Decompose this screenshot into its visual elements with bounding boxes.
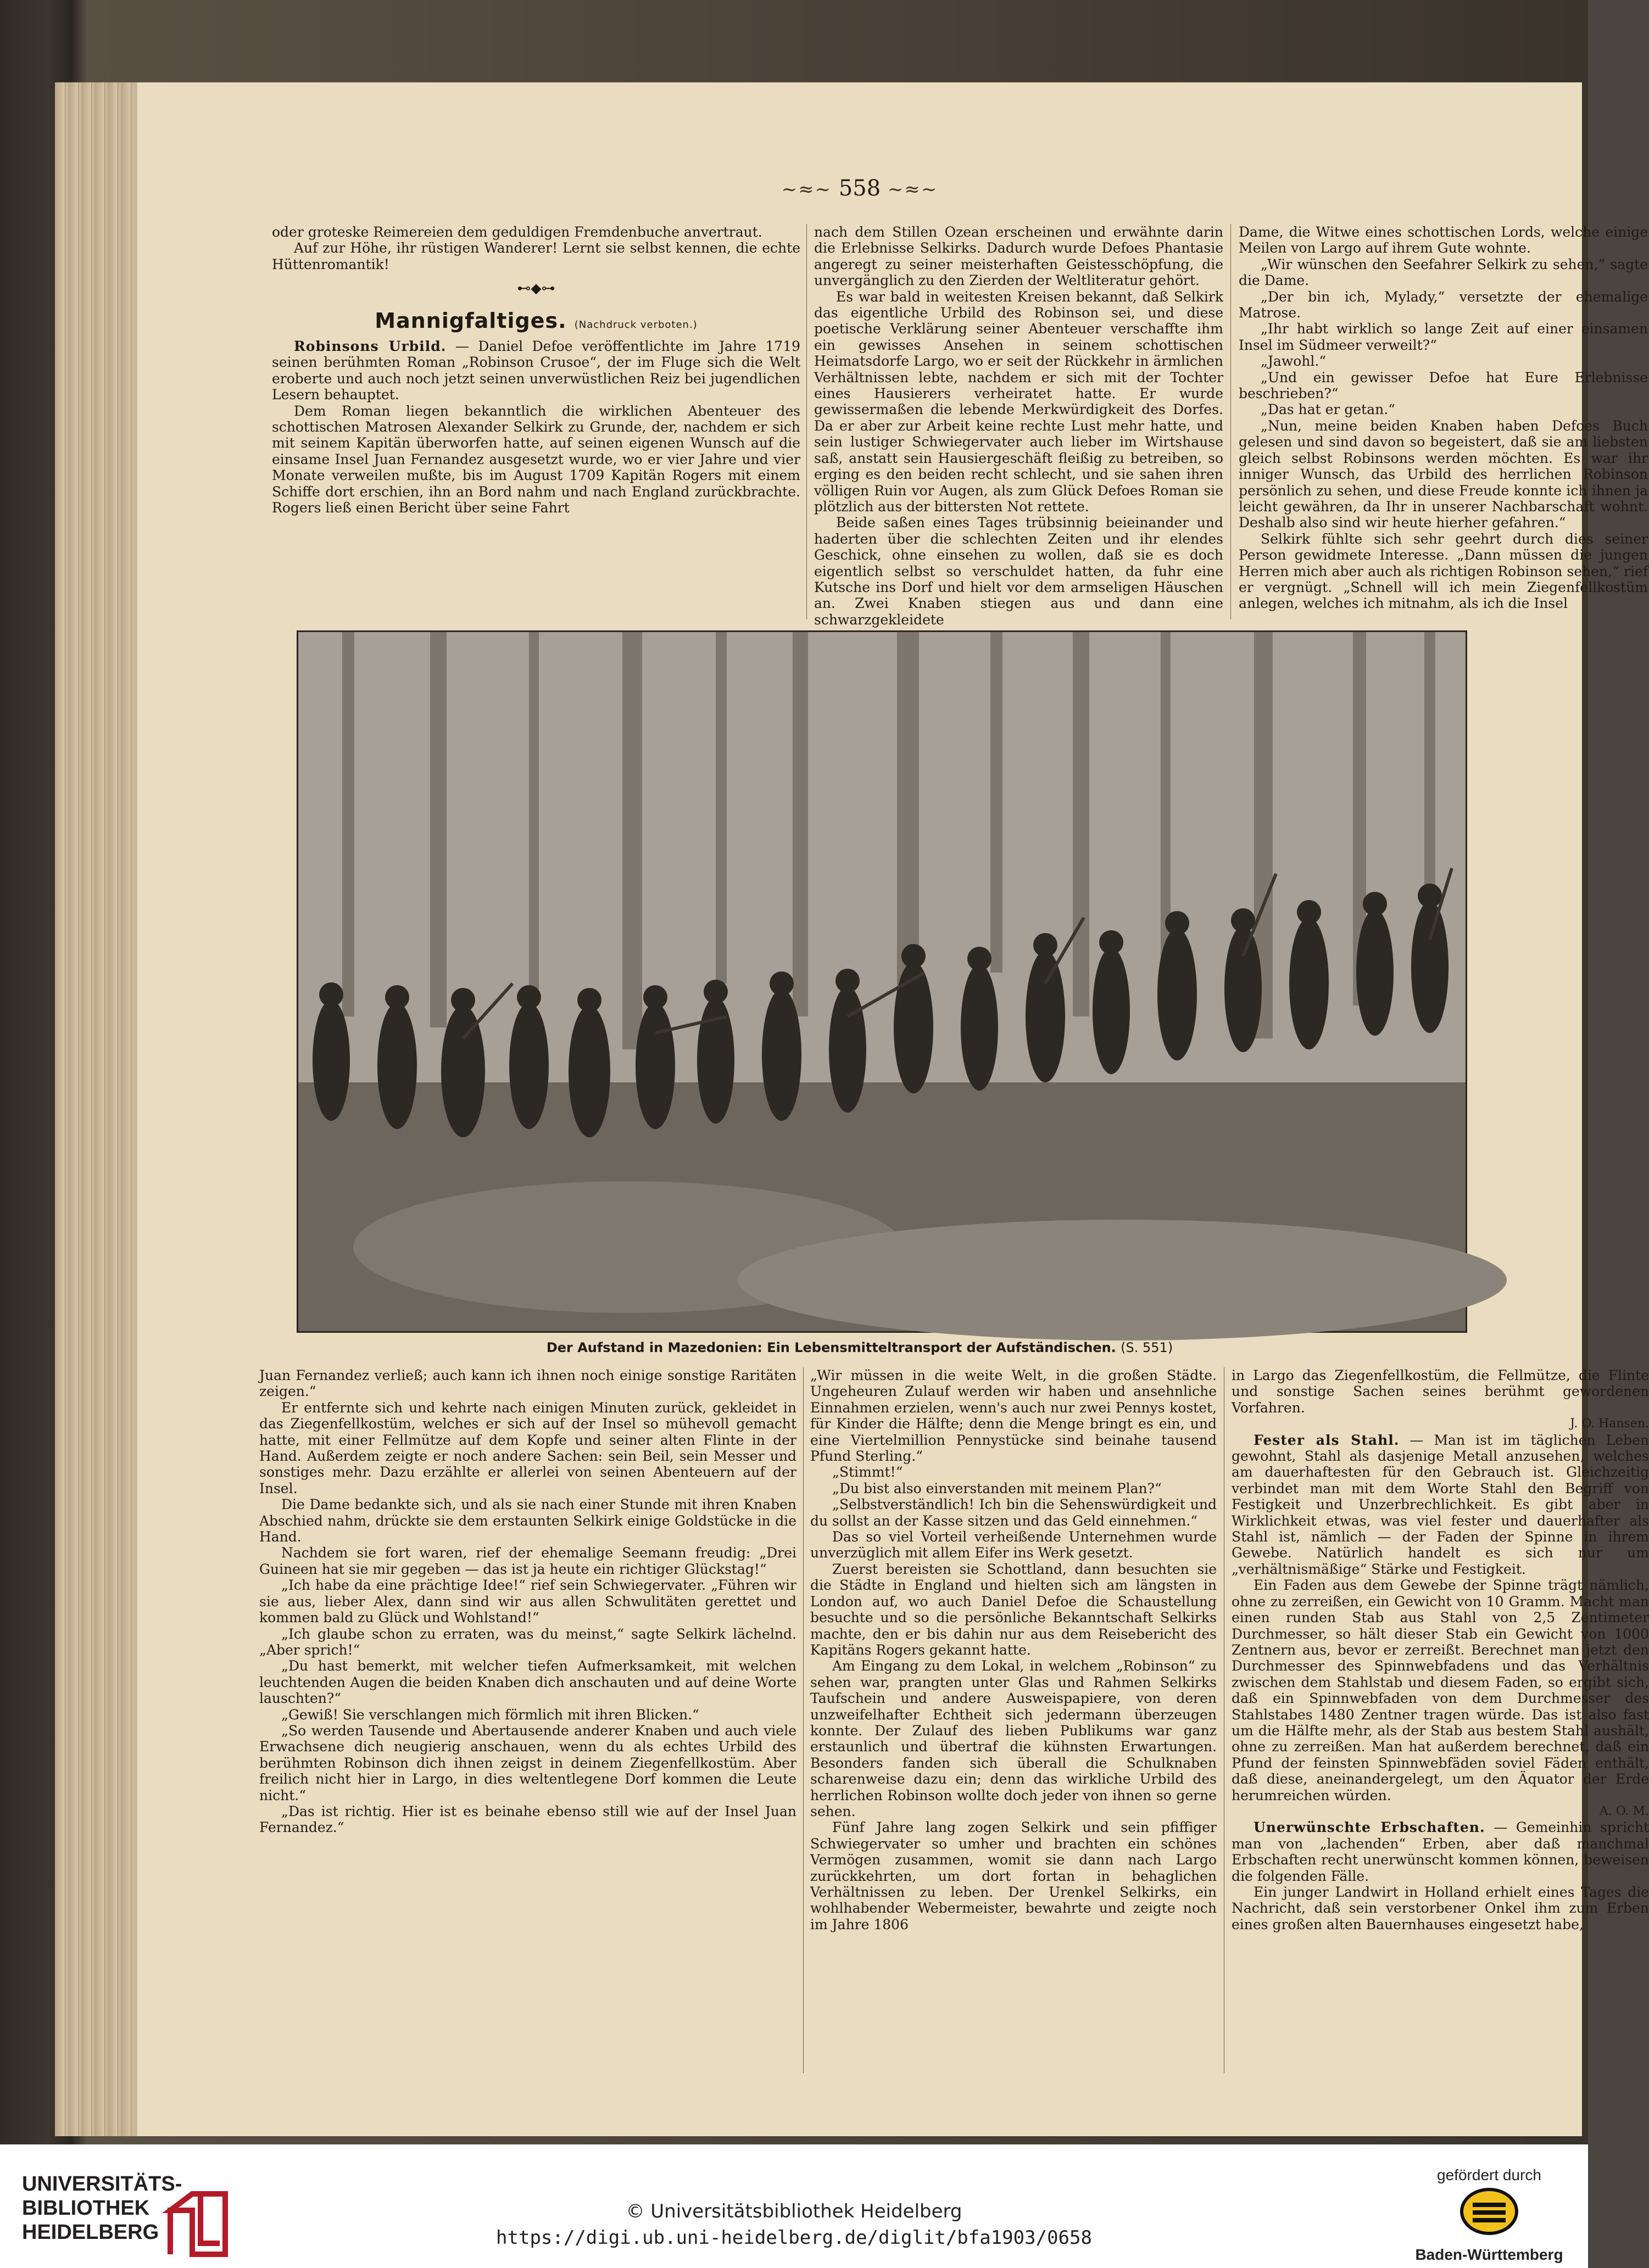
paragraph: „Ich glaube schon zu erraten, was du meinst,“ sagte Selkirk lächelnd. „Aber sprich!“: [259, 1625, 796, 1658]
column-rule: [1230, 224, 1231, 619]
column-2-top: [814, 224, 1223, 628]
paragraph: „Wir wünschen den Seefahrer Selkirk zu sehen,“ sagte die Dame.: [1239, 256, 1648, 289]
state-coat-of-arms-icon: [1456, 2184, 1522, 2239]
page-number-value: 558: [838, 176, 881, 201]
paragraph: Nachdem sie fort waren, rief der ehemalige Seemann freudig: „Drei Guineen hat sie mir gegeben — das ist ja heute ein richtiger Glückstag!“: [259, 1545, 796, 1577]
caption-ref: (S. 551): [1121, 1340, 1173, 1355]
photo-drawing: [298, 632, 1466, 1331]
paragraph-text: — Man ist im täglichen Leben gewohnt, Stahl als dasjenige Metall anzusehen, welches am dauerhaftesten für den Gebrauch ist. Gleichzeitig verbindet man mit dem Worte Stahl den Begriff von Festigkeit und Unzerbrechlichkeit. Es gibt aber in Wirklichkeit etwas, was viel fester und dauerhafter als Stahl ist, nämlich — der Faden der Spinne in ihrem Gewebe. Natürlich handelt es sich nur um „verhältnismäßige“ Stärke und Festigkeit.: [1232, 1432, 1649, 1577]
library-name-1: UNIVERSITÄTS-: [22, 2172, 182, 2196]
photo-caption: [137, 1340, 1582, 1355]
paragraph-text: — Gemeinhin spricht man von „lachenden“ Erben, aber daß manchmal Erbschaften recht unerwünscht kommen können, beweisen die folgenden Fälle.: [1232, 1819, 1649, 1884]
caption-text: Der Aufstand in Mazedonien: Ein Lebensmitteltransport der Aufständischen.: [546, 1340, 1116, 1355]
funded-by-label: gefördert durch: [1437, 2166, 1541, 2183]
source-url[interactable]: https://digi.ub.uni-heidelberg.de/diglit/bfa1903/0658: [496, 2227, 1092, 2249]
paragraph: Die Dame bedankte sich, und als sie nach einer Stunde mit ihren Knaben Abschied nahm, drückte sie dem erstaunten Selkirk einige Goldstücke in die Hand.: [259, 1496, 796, 1545]
paragraph: Dem Roman liegen bekanntlich die wirklichen Abenteuer des schottischen Matrosen Alexander Selkirk zu Grunde, der, nachdem er sich mit seinem Kapitän überworfen hatte, auf seinen eigenen Wunsch auf die einsame Insel Juan Fernandez ausgesetzt wurde, wo er vier Jahre und vier Monate verweilen mußte, bis im August 1709 Kapitän Rogers mit einem Schiffe dort erschien, ihn an Bord nahm und nach England zurückbrachte. Rogers ließ einen Bericht über seine Fahrt: [272, 403, 800, 516]
paragraph: „So werden Tausende und Abertausende anderer Knaben und auch viele Erwachsene dich neugierig anschauen, wenn du als echtes Urbild des berühmten Robinson dich ihnen zeigst in deinem Ziegenfellkostüm. Aber freilich nicht hier in Largo, in dies weltentlegene Dorf kommen die Leute nicht.“: [259, 1722, 796, 1803]
paragraph: „Der bin ich, Mylady,“ versetzte der ehemalige Matrose.: [1239, 288, 1648, 321]
paragraph: „Das ist richtig. Hier ist es beinahe ebenso still wie auf der Insel Juan Fernandez.“: [259, 1803, 796, 1836]
paragraph: Zuerst bereisten sie Schottland, dann besuchten sie die Städte in England und hielten sich am längsten in London auf, wo auch Daniel Defoe die Schaustellung besuchte und so die persönliche Bekanntschaft Selkirks machte, den er bis dahin nur aus dem Reisebericht des Kapitäns Rogers gekannt hatte.: [810, 1561, 1217, 1658]
author-signature: A. O. M.: [1599, 1804, 1649, 1818]
page-number: [137, 176, 1582, 201]
paragraph: „Jawohl.“: [1261, 353, 1327, 370]
article-title: Fester als Stahl.: [1254, 1432, 1400, 1448]
column-3-top: [1239, 224, 1648, 619]
paragraph: Auf zur Höhe, ihr rüstigen Wanderer! Lernt sie selbst kennen, die echte Hüttenromantik!: [272, 240, 800, 272]
paragraph: Ein junger Landwirt in Holland erhielt eines Tages die Nachricht, daß sein verstorbener Onkel ihm zum Erben eines großen alten Bauernhauses eingesetzt habe,: [1232, 1884, 1649, 1932]
paragraph: „Und ein gewisser Defoe hat Eure Erlebnisse beschrieben?“: [1239, 369, 1648, 402]
paragraph: „Selbstverständlich! Ich bin die Sehenswürdigkeit und du sollst an der Kasse sitzen und das Geld einnehmen.“: [810, 1496, 1217, 1529]
paragraph: Ein Faden aus dem Gewebe der Spinne trägt nämlich, ohne zu zerreißen, ein Gewicht von 10 Gramm. Macht man einen runden Stab aus Stahl von 2,5 Zentimeter Durchmesser, so hält dieser Stab ein Gewicht von 1000 Zentnern aus, bevor er zerreißt. Berechnet man jetzt den Durchmesser des Spinnwebfadens und das Verhältnis zwischen dem Stahlstab und diesem Faden, so ergibt sich, daß ein Spinnwebfaden von dem Durchmesser des Stahlstabes 1480 Zentner tragen würde. Das ist also fast um die Hälfte mehr, als der Stab aus bestem Stahl aushält, ohne zu zerreißen. Man hat außerdem berechnet, daß ein Pfund der feinsten Spinnwebfäden soviel Fäden enthält, daß diese, aneinandergelegt, um den Äquator der Erde herumreichen würden.: [1232, 1577, 1649, 1803]
paragraph-text: — Daniel Defoe veröffentlichte im Jahre 1719 seinen berühmten Roman „Robinson Crusoe“, der im Fluge sich die Welt eroberte und auch noch jetzt seinen unverwüstlichen Reiz bei jugendlichen Lesern behauptet.: [272, 338, 800, 403]
paragraph: „Ihr habt wirklich so lange Zeit auf einer einsamen Insel im Südmeer verweilt?“: [1239, 321, 1648, 353]
heading-text: Mannigfaltiges.: [375, 308, 567, 333]
funder-block: [1401, 2166, 1577, 2264]
heading-note: (Nachdruck verboten.): [574, 319, 698, 331]
paragraph: Das so viel Vorteil verheißende Unternehmen wurde unverzüglich mit allem Eifer ins Werk gesetzt.: [810, 1529, 1217, 1561]
paragraph: nach dem Stillen Ozean erscheinen und erwähnte darin die Erlebnisse Selkirks. Dadurch wurde Defoes Phantasie angeregt zu seiner meisterhaften Geistesschöpfung, die unvergänglich zu den Zierden der Weltliteratur gehört.: [814, 224, 1223, 289]
paragraph: „Du hast bemerkt, mit welcher tiefen Aufmerksamkeit, mit welchen leuchtenden Augen die beiden Knaben dich anschauten und auf deine Worte lauschten?“: [259, 1658, 796, 1707]
paragraph: oder groteske Reimereien dem geduldigen Fremdenbuche anvertraut.: [272, 224, 762, 240]
footer-bar: [0, 2144, 1588, 2268]
column-1-bottom: [259, 1367, 796, 2073]
article-title: Unerwünschte Erbschaften.: [1254, 1819, 1485, 1836]
paragraph: „Ich habe da eine prächtige Idee!“ rief sein Schwiegervater. „Führen wir sie aus, lieber Alex, dann sind wir aus allen Schwulitäten gerettet und kommen bald zu Glück und Wohlstand!“: [259, 1577, 796, 1626]
page-edge: [121, 82, 131, 2136]
library-name-3: HEIDELBERG: [22, 2221, 159, 2244]
paragraph: Fünf Jahre lang zogen Selkirk und sein pfiffiger Schwiegervater so umher und brachten ein schönes Vermögen zusammen, womit sie dann nach Largo zurückkehrten, um dort fortan in behaglichen Verhältnissen zu leben. Der Urenkel Selkirks, ein wohlhabender Webermeister, bewahrte und zeigte noch im Jahre 1806: [810, 1819, 1217, 1932]
column-rule: [803, 1367, 804, 2073]
page-edge: [81, 82, 92, 2136]
paragraph: in Largo das Ziegenfellkostüm, die Fellmütze, die Flinte und sonstige Sachen seines berühmt gewordenen Vorfahren.: [1232, 1367, 1649, 1416]
library-name-2: BIBLIOTHEK: [22, 2197, 150, 2220]
column-1-top: [272, 224, 800, 619]
paragraph: Er entfernte sich und kehrte nach einigen Minuten zurück, gekleidet in das Ziegenfellkostüm, welches er sich auf der Insel so mühevoll gemacht hatte, mit einer Fellmütze auf dem Kopfe und seiner alten Flinte in der Hand. Außerdem zeigte er noch andere Sachen: sein Beil, sein Messer und sonstiges mehr. Dazu erzählte er allerlei von seinen Abenteuern auf der Insel.: [259, 1399, 796, 1496]
photograph-insurgents: [297, 630, 1467, 1333]
copyright-notice: © Universitätsbibliothek Heidelberg: [626, 2200, 962, 2222]
ornament-right: ~≈~: [887, 178, 938, 200]
paragraph: Selkirk fühlte sich sehr geehrt durch dies seiner Person gewidmete Interesse. „Dann müssen die jungen Herren mich aber auch als richtigen Robinson sehen,“ rief er vergnügt. „Schnell will ich mein Ziegenfellkostüm anlegen, welches ich mitnahm, als ich die Insel: [1239, 530, 1648, 612]
paragraph: Beide saßen eines Tages trübsinnig beieinander und haderten über die schlechten Zeiten und ihr elendes Geschick, ohne einsehen zu wollen, daß sie es doch eigentlich selbst so verschuldet hatten, da fuhr eine Kutsche ins Dorf und hielt vor dem armseligen Häuschen an. Zwei Knaben stiegen aus und dann eine schwarzgekleidete: [814, 515, 1223, 628]
page-edge: [55, 82, 65, 2136]
article-title: Robinsons Urbild.: [294, 338, 447, 355]
paragraph: Dame, die Witwe eines schottischen Lords, welche einige Meilen von Largo auf ihrem Gute wohnte.: [1239, 224, 1648, 256]
ground-rock: [738, 1220, 1507, 1340]
paragraph: Es war bald in weitesten Kreisen bekannt, daß Selkirk das eigentliche Urbild des Robinson sei, und diese poetische Verklärung seiner Abenteuer verschaffte ihm ein gewisses Ansehen in seinem schottischen Heimatsdorfe Largo, wo er seit der Rückkehr in ärmlichen Verhältnissen lebte, nachdem er sich mit der Tochter eines Hausierers verheiratet hatte. Er wurde gewissermaßen die lebende Merkwürdigkeit des Dorfes. Da er aber zur Arbeit keine rechte Lust mehr hatte, und sein lustiger Schwiegervater auch lieber im Wirtshause saß, anstatt sein Hausiergeschäft fleißig zu betreiben, so erging es den beiden recht schlecht, und sie sahen ihren völligen Ruin vor Augen, als zum Glück Defoes Roman sie plötzlich aus der bittersten Not rettete.: [814, 288, 1223, 515]
state-name: Baden-Württemberg: [1415, 2246, 1563, 2263]
paragraph: „Das hat er getan.“: [1261, 401, 1395, 418]
author-signature: J. O. Hansen.: [1570, 1417, 1649, 1431]
paragraph: „Du bist also einverstanden mit meinem Plan?“: [832, 1480, 1162, 1496]
paragraph: „Nun, meine beiden Knaben haben Defoes Buch gelesen und sind davon so begeistert, daß sie am liebsten gleich selbst Robinsons werden möchten. Es war ihr inniger Wunsch, das Urbild des herrlichen Robinson persönlich zu sehen, und diese Freude konnte ich ihnen ja leicht gewähren, da Ihr in unserer Nachbarschaft wohnt. Deshalb also sind wir heute hierher gefahren.“: [1239, 417, 1648, 531]
paragraph: „Gewiß! Sie verschlangen mich förmlich mit ihren Blicken.“: [281, 1706, 699, 1723]
separator: ⊷◆⊶: [517, 280, 555, 297]
page-edge: [68, 82, 79, 2136]
paragraph: „Wir müssen in die weite Welt, in die großen Städte. Ungeheuren Zulauf werden wir haben und ansehnliche Einnahmen erzielen, wenn's auch nur zwei Pennys kostet, für Kinder die Hälfte; denn die Menge bringt es ein, und eine Viertelmillion Pennystücke sind beinahe tausend Pfund Sterling.“: [810, 1367, 1217, 1465]
paragraph: [1232, 1819, 1649, 1884]
paragraph: Am Eingang zu dem Lokal, in welchem „Robinson“ zu sehen war, prangten unter Glas und Rahmen Selkirks Taufschein und andere Ausweispapiere, von deren unzweifelhafter Echtheit sich jedermann überzeugen konnte. Der Zulauf des lieben Publikums war ganz erstaunlich und übertraf die kühnsten Erwartungen. Besonders fanden sich überall die Schulknaben scharenweise dazu ein; denn das wirkliche Urbild des herrlichen Robinson wollte doch jeder von ihnen so gerne sehen.: [810, 1658, 1217, 1819]
column-3-bottom: [1232, 1367, 1649, 2073]
column-rule: [806, 224, 807, 619]
paragraph: Juan Fernandez verließ; auch kann ich ihnen noch einige sonstige Raritäten zeigen.“: [259, 1367, 796, 1400]
paragraph: „Stimmt!“: [832, 1464, 903, 1481]
magazine-page: [137, 82, 1649, 2136]
paragraph: [272, 338, 800, 403]
page-edge: [108, 82, 118, 2136]
section-heading: [272, 308, 800, 333]
page-edge: [94, 82, 105, 2136]
paragraph: [1232, 1432, 1649, 1578]
ornament-left: ~≈~: [781, 178, 832, 200]
column-2-bottom: [810, 1367, 1217, 2073]
